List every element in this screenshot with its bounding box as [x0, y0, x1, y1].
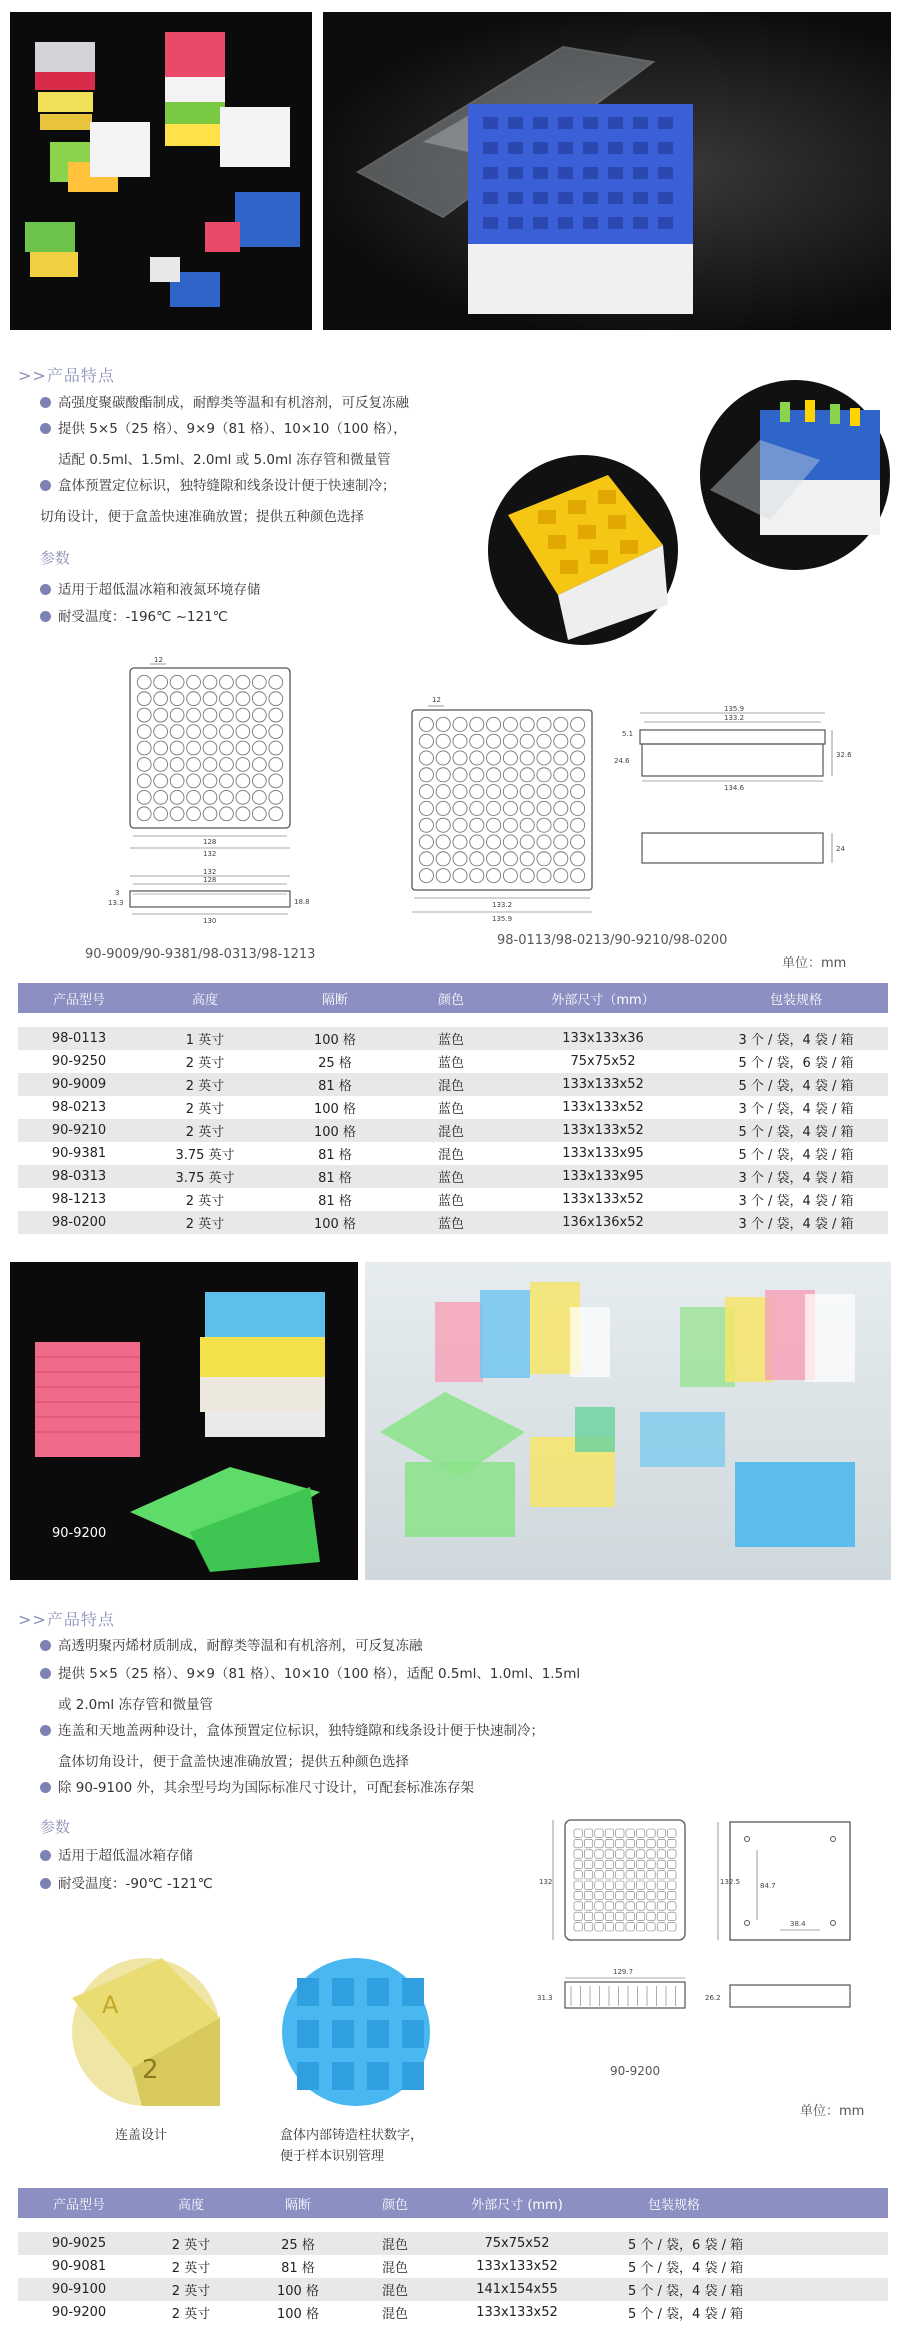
- photo-number-detail: [282, 1958, 430, 2106]
- bullet-icon: [40, 1640, 51, 1651]
- svg-text:31.3: 31.3: [537, 1994, 553, 2002]
- s1-param-1: 适用于超低温冰箱和液氮环境存储: [40, 580, 261, 600]
- svg-text:38.4: 38.4: [790, 1920, 806, 1928]
- svg-text:130: 130: [203, 917, 217, 925]
- table-cell: 5 个 / 袋，6 袋 / 箱: [704, 1050, 888, 1073]
- drawing-100-grid: [400, 688, 620, 928]
- svg-text:128: 128: [203, 838, 217, 846]
- bullet-icon: [40, 611, 51, 622]
- table-cell: 75x75x52: [502, 1050, 704, 1073]
- s1-param-2: 耐受温度：-196℃ ~121℃: [40, 607, 228, 627]
- s1-feature-3: 盒体预置定位标识，独特缝隙和线条设计便于快速制冷；: [40, 476, 396, 496]
- table-cell: 2 英寸: [140, 2301, 242, 2324]
- svg-text:133.2: 133.2: [724, 714, 745, 722]
- table-cell: 90-9200: [18, 2301, 140, 2324]
- table-header-row: [18, 2188, 888, 2218]
- table-cell: 90-9025: [18, 2232, 140, 2255]
- table-cell: 5 个 / 袋，4 袋 / 箱: [598, 2301, 888, 2324]
- table-row: [18, 2278, 888, 2301]
- photo-blue-box-clear-lid: [323, 12, 891, 330]
- svg-text:135.9: 135.9: [724, 705, 745, 713]
- table-cell: 90-9081: [18, 2255, 140, 2278]
- table-cell: 98-1213: [18, 1188, 140, 1211]
- table-cell: 100 格: [270, 1027, 400, 1050]
- s2-features-heading: >>产品特点: [18, 1610, 115, 1629]
- table-cell: 蓝色: [400, 1188, 502, 1211]
- table-cell: 5 个 / 袋，4 袋 / 箱: [704, 1142, 888, 1165]
- s1-unit: 单位：mm: [782, 956, 847, 971]
- th-size: 外部尺寸（mm）: [502, 983, 704, 1013]
- table-cell: 25 格: [270, 1050, 400, 1073]
- photo-pp-boxes-light: [365, 1262, 891, 1580]
- bullet-icon: [40, 1725, 51, 1736]
- table-cell: 133x133x52: [502, 1188, 704, 1211]
- table-cell: 98-0113: [18, 1027, 140, 1050]
- table-cell: 蓝色: [400, 1027, 502, 1050]
- table-cell: 3 个 / 袋，4 袋 / 箱: [704, 1096, 888, 1119]
- table-cell: 5 个 / 袋，4 袋 / 箱: [598, 2255, 888, 2278]
- table-cell: 2 英寸: [140, 1211, 270, 1234]
- table-cell: 133x133x52: [502, 1073, 704, 1096]
- th-partition: 隔断: [270, 983, 400, 1013]
- table-cell: 蓝色: [400, 1211, 502, 1234]
- table-cell: 5 个 / 袋，4 袋 / 箱: [704, 1073, 888, 1096]
- photo-stacked-boxes: [10, 12, 312, 330]
- caption-number-1: 盒体内部铸造柱状数字，: [280, 2128, 424, 2143]
- s2-feature-1: 高透明聚丙烯材质制成，耐醇类等温和有机溶剂，可反复冻融: [40, 1636, 423, 1656]
- table-cell: 100 格: [242, 2301, 354, 2324]
- table-cell: 2 英寸: [140, 1073, 270, 1096]
- s2-drawing-caption: 90-9200: [610, 2064, 661, 2078]
- s1-features-heading: >>产品特点: [18, 366, 115, 385]
- svg-text:134.6: 134.6: [724, 784, 745, 792]
- svg-text:128: 128: [203, 876, 217, 884]
- s2-unit: 单位：mm: [800, 2104, 865, 2119]
- table-row: [18, 1188, 888, 1211]
- th-partition: 隔断: [242, 2188, 354, 2218]
- s1-feature-1: 高强度聚碳酸酯制成，耐醇类等温和有机溶剂，可反复冻融: [40, 393, 409, 413]
- table-cell: 3 个 / 袋，4 袋 / 箱: [704, 1165, 888, 1188]
- table-cell: 5 个 / 袋，4 袋 / 箱: [704, 1119, 888, 1142]
- svg-text:18.8: 18.8: [294, 898, 310, 906]
- bullet-icon: [40, 423, 51, 434]
- table-cell: 混色: [354, 2255, 436, 2278]
- table-row: [18, 1096, 888, 1119]
- table-cell: 136x136x52: [502, 1211, 704, 1234]
- svg-text:24: 24: [836, 845, 845, 853]
- table-cell: 100 格: [242, 2278, 354, 2301]
- s2-feature-2: 提供 5×5（25 格）、9×9（81 格）、10×10（100 格），适配 0.5ml、1.0ml、1.5ml: [40, 1664, 580, 1684]
- th-color: 颜色: [354, 2188, 436, 2218]
- table-cell: 90-9009: [18, 1073, 140, 1096]
- th-packing: 包装规格: [704, 983, 888, 1013]
- table-cell: 98-0213: [18, 1096, 140, 1119]
- letter-a: A: [102, 1991, 119, 2019]
- s2-feature-3: 连盖和天地盖两种设计，盒体预置定位标识，独特缝隙和线条设计便于快速制冷；: [40, 1721, 544, 1741]
- caption-number-2: 便于样本识别管理: [280, 2149, 385, 2164]
- bullet-icon: [40, 397, 51, 408]
- table-row: [18, 1050, 888, 1073]
- bullet-icon: [40, 1878, 51, 1889]
- svg-text:13.3: 13.3: [108, 899, 124, 907]
- table-cell: 133x133x52: [436, 2255, 598, 2278]
- bullet-icon: [40, 584, 51, 595]
- photo-label-9200: 90-9200: [52, 1526, 107, 1541]
- table-cell: 75x75x52: [436, 2232, 598, 2255]
- table-cell: 混色: [400, 1119, 502, 1142]
- table-cell: 100 格: [270, 1096, 400, 1119]
- table-cell: 2 英寸: [140, 2232, 242, 2255]
- table-cell: 蓝色: [400, 1165, 502, 1188]
- svg-text:26.2: 26.2: [705, 1994, 721, 2002]
- table-cell: 混色: [400, 1142, 502, 1165]
- table-cell: 2 英寸: [140, 1188, 270, 1211]
- table-row: [18, 2255, 888, 2278]
- table-cell: 133x133x52: [502, 1096, 704, 1119]
- digit-2: 2: [142, 2055, 159, 2085]
- table-cell: 90-9210: [18, 1119, 140, 1142]
- svg-text:132.5: 132.5: [720, 1878, 741, 1886]
- table-row: [18, 2301, 888, 2324]
- drawing-81-grid: [100, 648, 310, 928]
- bullet-icon: [40, 1850, 51, 1861]
- photo-yellow-grid: [488, 455, 678, 645]
- table-cell: 3 个 / 袋，4 袋 / 箱: [704, 1027, 888, 1050]
- s2-param-1: 适用于超低温冰箱存储: [40, 1846, 193, 1866]
- drawing-9200: [535, 1810, 885, 2050]
- table-cell: 蓝色: [400, 1096, 502, 1119]
- s1-feature-3-cont: 切角设计，便于盒盖快速准确放置；提供五种颜色选择: [40, 509, 364, 525]
- table-cell: 2 英寸: [140, 1050, 270, 1073]
- drawing-side-view: [614, 705, 890, 885]
- bullet-icon: [40, 480, 51, 491]
- th-height: 高度: [140, 983, 270, 1013]
- th-packing: 包装规格: [598, 2188, 888, 2218]
- table-cell: 2 英寸: [140, 1119, 270, 1142]
- photo-lid-detail: [72, 1958, 220, 2106]
- table-cell: 3 个 / 袋，4 袋 / 箱: [704, 1188, 888, 1211]
- table-cell: 81 格: [270, 1142, 400, 1165]
- bullet-icon: [40, 1782, 51, 1793]
- table-cell: 90-9250: [18, 1050, 140, 1073]
- s2-feature-4: 除 90-9100 外，其余型号均为国际标准尺寸设计，可配套标准冻存架: [40, 1778, 474, 1798]
- table-cell: 133x133x52: [436, 2301, 598, 2324]
- table-cell: 3 个 / 袋，4 袋 / 箱: [704, 1211, 888, 1234]
- table-row: [18, 1119, 888, 1142]
- table-cell: 81 格: [270, 1188, 400, 1211]
- table-cell: 混色: [354, 2301, 436, 2324]
- photo-blue-box-vials: [700, 380, 890, 570]
- table-cell: 81 格: [270, 1073, 400, 1096]
- spec-table-1: [18, 983, 888, 1234]
- table-cell: 98-0313: [18, 1165, 140, 1188]
- s1-feature-2: 提供 5×5（25 格）、9×9（81 格）、10×10（100 格），: [40, 419, 407, 439]
- table-row: [18, 1073, 888, 1096]
- svg-text:132: 132: [203, 868, 217, 876]
- s2-feature-3-cont: 盒体切角设计，便于盒盖快速准确放置；提供五种颜色选择: [58, 1754, 409, 1770]
- s2-feature-2-cont: 或 2.0ml 冻存管和微量管: [58, 1697, 213, 1713]
- table-cell: 混色: [354, 2232, 436, 2255]
- table-cell: 90-9100: [18, 2278, 140, 2301]
- table-cell: 5 个 / 袋，6 袋 / 箱: [598, 2232, 888, 2255]
- svg-text:132: 132: [203, 850, 217, 858]
- table-cell: 2 英寸: [140, 2255, 242, 2278]
- svg-text:3: 3: [115, 889, 120, 897]
- table-header-row: [18, 983, 888, 1013]
- svg-text:133.2: 133.2: [492, 901, 513, 909]
- svg-text:12: 12: [432, 696, 441, 704]
- s2-param-2: 耐受温度：-90℃ -121℃: [40, 1874, 213, 1894]
- table-cell: 混色: [354, 2278, 436, 2301]
- table-cell: 混色: [400, 1073, 502, 1096]
- svg-text:12: 12: [154, 656, 163, 664]
- svg-text:32.6: 32.6: [836, 751, 852, 759]
- table-cell: 5 个 / 袋，4 袋 / 箱: [598, 2278, 888, 2301]
- table-cell: 141x154x55: [436, 2278, 598, 2301]
- caption-lid-design: 连盖设计: [115, 2128, 168, 2143]
- th-model: 产品型号: [18, 983, 140, 1013]
- table-cell: 133x133x52: [502, 1119, 704, 1142]
- s2-params-heading: 参数: [40, 1818, 71, 1836]
- table-cell: 133x133x36: [502, 1027, 704, 1050]
- svg-text:24.6: 24.6: [614, 757, 630, 765]
- drawing-caption-left: 90-9009/90-9381/98-0313/98-1213: [85, 947, 316, 962]
- th-color: 颜色: [400, 983, 502, 1013]
- table-row: [18, 1211, 888, 1234]
- s1-feature-2-cont: 适配 0.5ml、1.5ml、2.0ml 或 5.0ml 冻存管和微量管: [58, 452, 391, 468]
- table-row: [18, 1165, 888, 1188]
- table-cell: 2 英寸: [140, 2278, 242, 2301]
- table-cell: 133x133x95: [502, 1165, 704, 1188]
- table-row: [18, 1142, 888, 1165]
- table-cell: 100 格: [270, 1211, 400, 1234]
- table-cell: 3.75 英寸: [140, 1142, 270, 1165]
- table-cell: 25 格: [242, 2232, 354, 2255]
- table-row: [18, 1027, 888, 1050]
- th-height: 高度: [140, 2188, 242, 2218]
- svg-text:5.1: 5.1: [622, 730, 634, 738]
- th-size: 外部尺寸 (mm): [436, 2188, 598, 2218]
- table-cell: 100 格: [270, 1119, 400, 1142]
- spec-table-2: [18, 2188, 888, 2324]
- svg-text:135.9: 135.9: [492, 915, 513, 923]
- svg-text:129.7: 129.7: [613, 1968, 634, 1976]
- table-cell: 98-0200: [18, 1211, 140, 1234]
- th-model: 产品型号: [18, 2188, 140, 2218]
- table-cell: 蓝色: [400, 1050, 502, 1073]
- table-row: [18, 2232, 888, 2255]
- table-cell: 2 英寸: [140, 1096, 270, 1119]
- bullet-icon: [40, 1668, 51, 1679]
- drawing-caption-right: 98-0113/98-0213/90-9210/98-0200: [497, 933, 728, 948]
- svg-text:132: 132: [539, 1878, 553, 1886]
- s1-params-heading: 参数: [40, 549, 71, 567]
- table-cell: 90-9381: [18, 1142, 140, 1165]
- table-cell: 81 格: [242, 2255, 354, 2278]
- table-cell: 81 格: [270, 1165, 400, 1188]
- table-cell: 1 英寸: [140, 1027, 270, 1050]
- table-cell: 133x133x95: [502, 1142, 704, 1165]
- svg-text:84.7: 84.7: [760, 1882, 776, 1890]
- table-cell: 3.75 英寸: [140, 1165, 270, 1188]
